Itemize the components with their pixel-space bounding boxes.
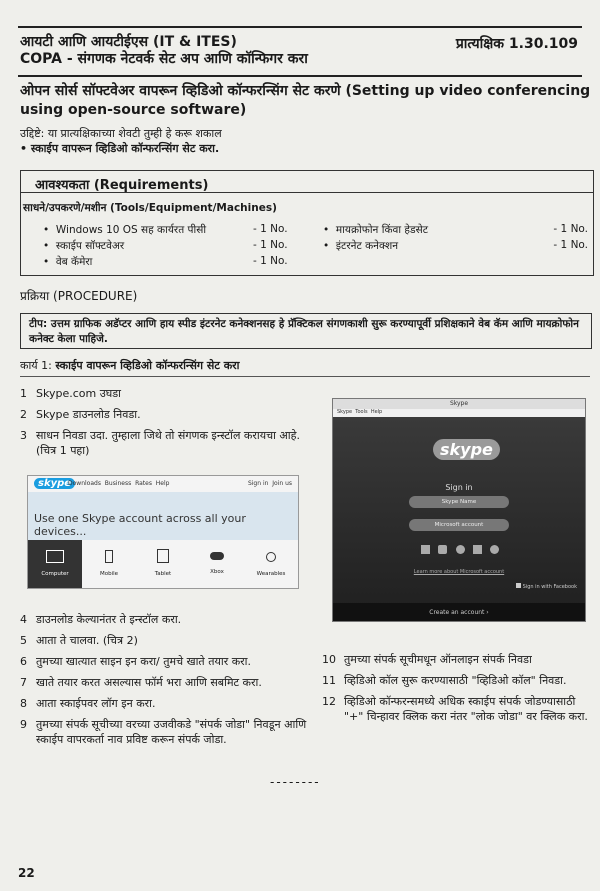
learn-more-link[interactable]: Learn more about Microsoft account: [413, 569, 505, 575]
windows-icon: [421, 545, 430, 554]
computer-icon: [46, 550, 64, 563]
fig1-account: Sign in Join us: [247, 480, 292, 487]
facebook-signin[interactable]: Sign in with Facebook: [516, 583, 577, 590]
header-title-line1: आयटी आणि आयटीईएस (IT & ITES): [20, 34, 237, 50]
step-item: 11 व्हिडिओ कॉल सुरू करण्यासाठी "व्हिडिओ कॉल" निवडा.: [322, 674, 567, 687]
header-bottom-rule: [18, 75, 582, 77]
step-item: 6 तुमच्या खात्यात साइन इन करा/ तुमचे खाते तयार करा.: [20, 655, 251, 668]
page-number: 22: [18, 866, 35, 880]
device-tab-xbox: Xbox: [190, 540, 244, 588]
exercise-code: प्रात्यक्षिक 1.30.109: [455, 36, 578, 52]
sign-in-label: Sign in: [445, 483, 473, 492]
device-tab-computer: Computer: [28, 540, 82, 588]
separator: --------: [270, 775, 321, 789]
create-account-link[interactable]: Create an account ›: [429, 609, 489, 616]
step-list-c: [322, 652, 594, 724]
requirements-subheading: साधने/उपकरणे/मशीन (Tools/Equipment/Machines): [23, 202, 277, 214]
objectives-intro: उद्दिष्टे: या प्रात्यक्षिकाच्या शेवटी तुम्ही हे करू शकाल: [20, 127, 222, 140]
facebook-icon: [516, 583, 521, 588]
procedure-heading: प्रक्रिया (PROCEDURE): [20, 289, 138, 303]
figure-2-skype-signin: [332, 398, 586, 622]
microsoft-account-button[interactable]: Microsoft account: [409, 519, 509, 531]
gamepad-icon: [210, 552, 224, 560]
step-item: 4 डाउनलोड केल्यानंतर ते इन्स्टॉल करा.: [20, 613, 182, 626]
step-item: 8 आता स्काईपवर लॉग इन करा.: [20, 697, 156, 710]
objectives: [20, 126, 222, 156]
step-item: 2 Skype डाउनलोड निवडा.: [20, 408, 141, 421]
divider: [20, 376, 590, 377]
header-top-rule: [18, 26, 582, 28]
step-item: 10 तुमच्या संपर्क सूचीमधून ऑनलाइन संपर्क निवडा: [322, 653, 532, 666]
step-item: 3 साधन निवडा उदा. तुम्हाला जिथे तो संगणक इन्स्टॉल करायचा आहे. (चित्र 1 पहा): [20, 429, 300, 457]
step-list-b: [20, 612, 320, 747]
requirement-item: • स्काईप सॉफ्टवेअर - 1 No.: [43, 239, 288, 252]
skype-name-button[interactable]: Skype Name: [409, 496, 509, 508]
requirement-item: • वेब कॅमेरा - 1 No.: [43, 255, 288, 268]
header-title-line2: COPA - संगणक नेटवर्क सेट अप आणि कॉन्फिगर करा: [20, 51, 308, 67]
requirement-item: • Windows 10 OS सह कार्यरत पीसी - 1 No.: [43, 223, 288, 236]
requirement-item: • इंटरनेट कनेक्शन - 1 No.: [323, 239, 588, 252]
platform-icons: [421, 545, 499, 557]
fig1-nav: Downloads Business Rates Help: [68, 480, 170, 487]
step-item: 9 तुमच्या संपर्क सूचीच्या वरच्या उजवीकडे "संपर्क जोडा" निवडून आणि स्काईप वापरकर्ता नाव प्रविष्ट करून संपर्क जोडा.: [20, 718, 307, 746]
requirements-heading: आवश्यकता (Requirements): [21, 171, 593, 193]
requirements-box: [20, 170, 594, 276]
mobile-icon: [438, 545, 447, 554]
window-menu: Skype Tools Help: [333, 409, 585, 417]
skype-icon: [456, 545, 465, 554]
tip-box: टीप: उत्तम ग्राफिक अडॅप्टर आणि हाय स्पीड इंटरनेट कनेक्शनसह हे प्रॅक्टिकल संगणकाशी सुरू करण्यापूर्वी प्रशिक्षकाने वेब कॅम आणि मायक्रोफोन कनेक्ट केला पाहिजे.: [20, 313, 592, 349]
window-title: Skype: [449, 400, 469, 407]
exercise-title: ओपन सोर्स सॉफ्टवेअर वापरून व्हिडिओ कॉन्फरन्सिंग सेट करणे (Setting up video conferencing using open-source software): [20, 83, 591, 118]
header-title: [20, 34, 440, 68]
tablet-icon: [157, 549, 169, 563]
step-item: 5 आता ते चालवा. (चित्र 2): [20, 634, 138, 647]
device-tab-tablet: Tablet: [136, 540, 190, 588]
device-tab-mobile: Mobile: [82, 540, 136, 588]
device-tab-wearables: Wearables: [244, 540, 298, 588]
android-icon: [473, 545, 482, 554]
task-heading: कार्य 1: स्काईप वापरून व्हिडिओ कॉन्फरन्सिंग सेट करा: [20, 359, 240, 372]
objective-item: • स्काईप वापरून व्हिडिओ कॉन्फरन्सिंग सेट करा.: [20, 142, 220, 155]
mobile-icon: [105, 550, 113, 563]
skype-logo: skype: [433, 439, 500, 460]
requirement-item: • मायक्रोफोन किंवा हेडसेट - 1 No.: [323, 223, 588, 236]
step-item: 1 Skype.com उघडा: [20, 387, 121, 400]
step-item: 12 व्हिडिओ कॉन्फरन्समध्ये अधिक स्काईप संपर्क जोडण्यासाठी "+" चिन्हावर क्लिक करा नंतर "लोक जोडा" वर क्लिक करा.: [322, 695, 588, 723]
figure-1-skype-download: [27, 475, 299, 589]
cloud-icon: [490, 545, 499, 554]
skype-logo: skype: [34, 478, 75, 489]
step-list-a: [20, 386, 310, 458]
step-item: 7 खाते तयार करत असल्यास फॉर्म भरा आणि सबमिट करा.: [20, 676, 262, 689]
fig1-banner: Use one Skype account across all your devices...: [34, 512, 246, 538]
watch-icon: [266, 552, 276, 562]
